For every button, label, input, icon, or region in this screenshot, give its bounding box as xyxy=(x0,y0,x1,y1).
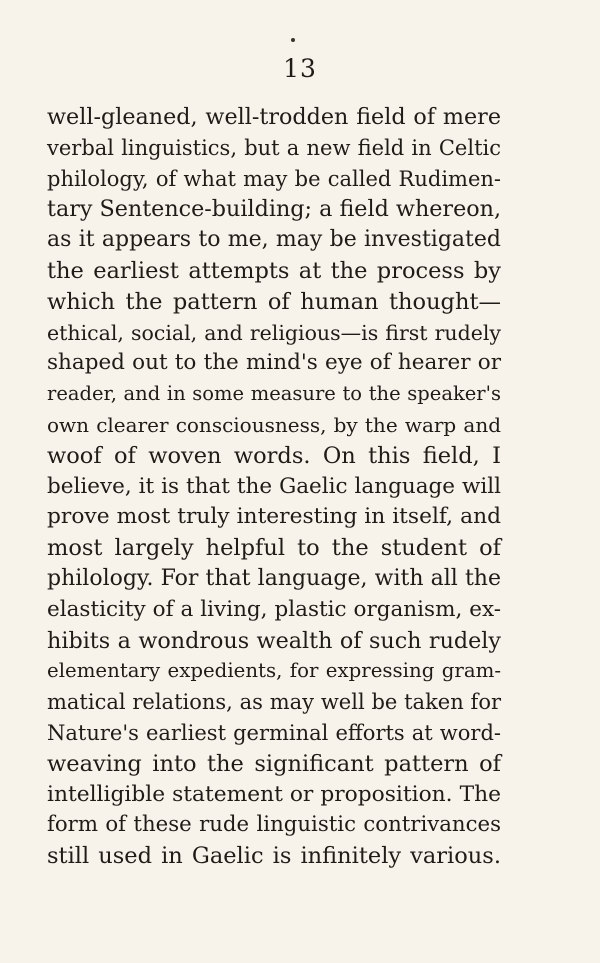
text-line: own clearer consciousness, by the warp and xyxy=(47,412,501,437)
text-line: which the pattern of human thought— xyxy=(47,288,501,315)
text-line: philology. For that language, with all the xyxy=(47,565,501,591)
text-line: woof of woven words. On this field, I xyxy=(47,442,501,469)
page-number: 13 xyxy=(283,54,317,83)
text-line: philology, of what may be called Rudimen- xyxy=(47,166,501,191)
text-line: elasticity of a living, plastic organism, ex- xyxy=(47,596,501,622)
text-line: verbal linguistics, but a new field in Celtic xyxy=(47,135,501,160)
text-line: elementary expedients, for expressing gram- xyxy=(47,659,501,683)
text-line: well-gleaned, well-trodden field of mere xyxy=(47,104,501,130)
text-line: weaving into the significant pattern of xyxy=(47,750,501,777)
text-line: hibits a wondrous wealth of such rudely xyxy=(47,627,501,654)
text-line: Nature's earliest germinal efforts at word- xyxy=(47,720,501,745)
text-line: tary Sentence-building; a field whereon, xyxy=(47,196,502,223)
text-line: the earliest attempts at the process by xyxy=(47,257,501,284)
text-line: shaped out to the mind's eye of hearer or xyxy=(47,350,501,376)
text-line: intelligible statement or proposition. The xyxy=(47,781,501,807)
text-line: reader, and in some measure to the speaker's xyxy=(47,382,501,406)
text-line: ethical, social, and religious—is first rudely xyxy=(47,320,501,345)
text-line: still used in Gaelic is infinitely various. xyxy=(47,843,501,870)
text-line: believe, it is that the Gaelic language will xyxy=(47,473,501,499)
text-line: most largely helpful to the student of xyxy=(47,535,501,562)
ink-speck xyxy=(291,38,295,42)
text-line: form of these rude linguistic contrivances xyxy=(47,812,501,838)
text-line: as it appears to me, may be investigated xyxy=(47,227,501,253)
body-text xyxy=(47,102,501,872)
text-line: prove most truly interesting in itself, and xyxy=(47,504,501,530)
text-line: matical relations, as may well be taken for xyxy=(47,690,501,715)
